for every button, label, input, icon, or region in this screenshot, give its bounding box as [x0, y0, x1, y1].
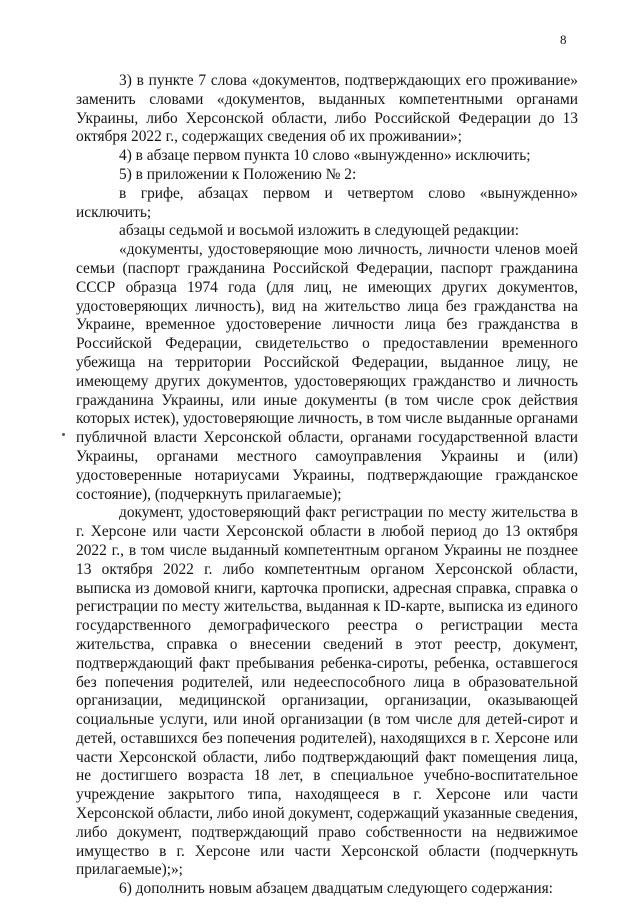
paragraph-dokumenty: «документы, удостоверяющие мою личность, личности членов моей семьи (паспорт гражданина Российской Федерации, паспорт гражданина СССР образца 1974 года (для лиц, не имеющих других документов, удостоверяющих личность), вид на жительство лица без гражданства на Украине, временное удостоверение личности лица без гражданства в Российской Федерации, свидетельство о предоставлении временного убежища на территории Российской Федерации, выданное лицу, не имеющему других документов, удостоверяющих гражданство и личность гражданина Украины, или иные документы (в том числе срок действия которых истек), удостоверяющие личность, в том числе выданные органами публичной власти Херсонской области, органами государственной власти Украины, органами местного самоуправления Украины и (или) удостоверенные нотариусами Украины, подтверждающие гражданское состояние), (подчеркнуть прилагаемые);: [76, 241, 578, 503]
page-number: 8: [560, 32, 567, 47]
scan-speck: [62, 433, 65, 436]
paragraph-item-4: 4) в абзаце первом пункта 10 слово «вынужденно» исключить;: [119, 147, 531, 165]
document-body: [76, 72, 578, 899]
paragraph-registration: документ, удостоверяющий факт регистрации по месту жительства в г. Херсоне или части Херсонской области в любой период до 13 октября 2022 г., в том числе выданный компетентным органом Украины не позднее 13 октября 2022 г. либо компетентным органом Херсонской области, выписка из домовой книги, карточка прописки, адресная справка, справка о регистрации по месту жительства, выданная к ID-карте, выписка из единого государственного демографического реестра о регистрации места жительства, справка о внесении сведений в этот реестр, документ, подтверждающий факт пребывания ребенка-сироты, ребенка, оставшегося без попечения родителей, или недееспособного лица в образовательной организации, медицинской организации, организации, оказывающей социальные услуги, или иной организации (в том числе для детей-сирот и детей, оставшихся без попечения родителей), находящихся в г. Херсоне или части Херсонской области, либо подтверждающий факт помещения лица, не достигшего возраста 18 лет, в специальное учебно-воспитательное учреждение закрытого типа, находящееся в г. Херсоне или части Херсонской области, либо иной документ, содержащий указанные сведения, либо документ, подтверждающий право собственности на недвижимое имущество в г. Херсоне или части Херсонской области (подчеркнуть прилагаемые);»;: [76, 504, 578, 879]
paragraph-item-5: 5) в приложении к Положению № 2:: [119, 165, 357, 183]
paragraph-grif: в грифе, абзацах первом и четвертом слово «вынужденно» исключить;: [76, 184, 578, 221]
paragraph-item-6: 6) дополнить новым абзацем двадцатым следующего содержания:: [119, 880, 553, 898]
paragraph-abzacy: абзацы седьмой и восьмой изложить в следующей редакции:: [119, 222, 519, 240]
paragraph-item-3: 3) в пункте 7 слова «документов, подтверждающих его проживание» заменить словами «документов, выданных компетентными органами Украины, либо Херсонской области, либо Российской Федерации до 13 октября 2022 г., содержащих сведения об их проживании»;: [76, 72, 578, 146]
